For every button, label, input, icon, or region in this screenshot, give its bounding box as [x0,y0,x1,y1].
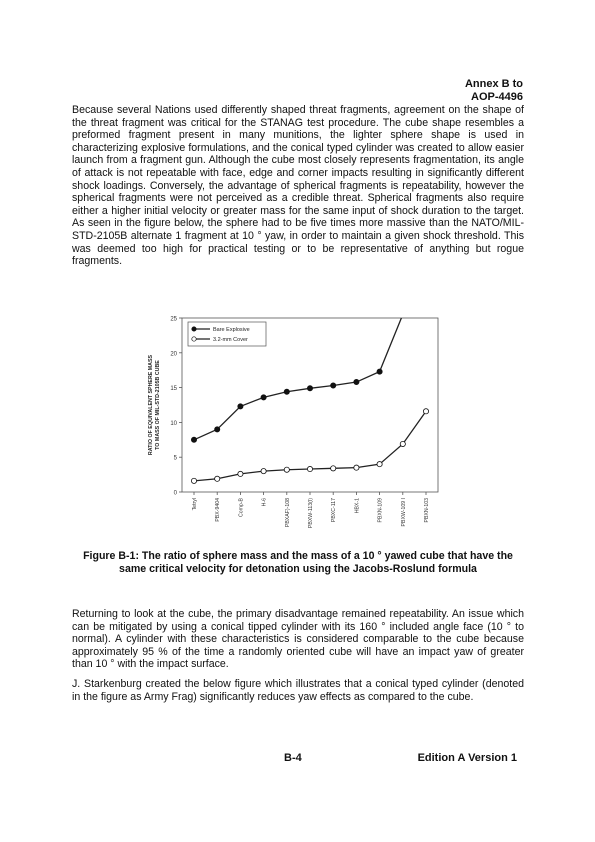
x-tick-label: Comp-B [238,498,245,518]
data-point-series-1 [377,369,382,374]
x-tick-label: PBXW-113(I) [308,498,314,529]
data-point-series-2 [191,478,196,483]
x-tick-label: PBX-9404 [215,498,222,522]
x-tick-label: PBXAF)-108 [284,498,291,528]
data-point-series-2 [261,469,266,474]
legend-label: Bare Explosive [213,327,250,333]
data-point-series-2 [377,462,382,467]
data-point-series-1 [215,427,220,432]
data-point-series-1 [284,389,289,394]
sphere-mass-ratio-chart [130,310,450,540]
data-point-series-1 [307,386,312,391]
edition-label: Edition A Version 1 [417,752,517,764]
x-tick-label: PBXN-109 [377,498,384,523]
data-point-series-2 [215,476,220,481]
chart-root [148,315,438,529]
data-point-series-2 [400,441,405,446]
data-point-series-2 [238,471,243,476]
y-tick-label: 15 [170,386,177,393]
data-point-series-2 [284,467,289,472]
data-point-series-1 [238,404,243,409]
document-id-header: AOP-4496 [471,91,523,103]
x-tick-label: HBX-1 [354,498,361,514]
data-point-series-2 [307,466,312,471]
data-point-series-2 [354,465,359,470]
y-tick-label: 0 [173,490,177,497]
intro-paragraph: Because several Nations used differently shaped threat fragments, agreement on the shape of the threat fragment was critical for the STANAG test procedure. The cube shape resembles a preformed fragment present in many munitions, the lighter sphere shape is used in characterizing explosive formulations, and the conical typed cylinder was created to allow easier launch from a fragment gun. Although the cube most closely represents fragmentation, its angle of attack is not repeatable with face, edge and corner impacts resulting in significantly different shock loadings. Conversely, the advantage of spherical fragments is repeatability, however the spherical fragments were not perceived as a credible threat. Spherical fragments also require either a higher initial velocity or greater mass for the same input of shock duration to the target. As seen in the figure below, the sphere had to be five times more massive than the NATO/MIL-STD-2105B alternate 1 fragment at 10 ° yaw, in order to maintain a given shock threshold. This was deemed too high for practical testing or to be representative of anything but rogue fragments. [72,104,524,268]
data-point-series-1 [331,383,336,388]
data-point-series-2 [331,466,336,471]
x-tick-label: PBXW-109 I [400,498,407,527]
data-point-series-1 [261,395,266,400]
y-tick-label: 10 [170,420,177,427]
starkenburg-paragraph: J. Starkenburg created the below figure which illustrates that a conical typed cylinder (denoted in the figure as Army Frag) significantly reduces yaw effects as compared to the cube. [72,678,524,703]
x-tick-label: Tetryl [192,498,198,511]
data-point-series-1 [354,379,359,384]
y-tick-label: 5 [173,455,177,462]
x-tick-label: H-6 [261,498,268,507]
y-tick-label: 25 [170,316,177,323]
cube-paragraph: Returning to look at the cube, the primary disadvantage remained repeatability. An issue which can be mitigated by using a conical tipped cylinder with its 160 ° included angle face (10 ° to normal). A cylinder with these characteristics is considered comparable to the cube because approximately 95 % of the time a randomly oriented cube will have an impact yaw of greater than 10 ° with the impact surface. [72,608,524,671]
data-point-series-2 [423,409,428,414]
annex-header: Annex B to [464,78,523,90]
x-tick-label: PBXN-103 [424,498,430,523]
data-point-series-1 [191,437,196,442]
figure-caption: Figure B-1: The ratio of sphere mass and the mass of a 10 ° yawed cube that have the same critical velocity for detonation using the Jacobs-Roslund formula [83,550,513,575]
legend-label: 3.2-mm Cover [213,337,248,343]
y-axis-label-line2: TO MASS OF MIL-STD-2105B CUBE [155,360,161,450]
page-number: B-4 [284,752,302,764]
y-axis-label-line1: RATIO OF EQUIVALENT SPHERE MASS [148,354,154,456]
legend-marker [192,337,196,341]
x-tick-label: PBXC-117 [331,498,338,523]
legend-marker [192,327,196,331]
y-tick-label: 20 [170,351,177,358]
